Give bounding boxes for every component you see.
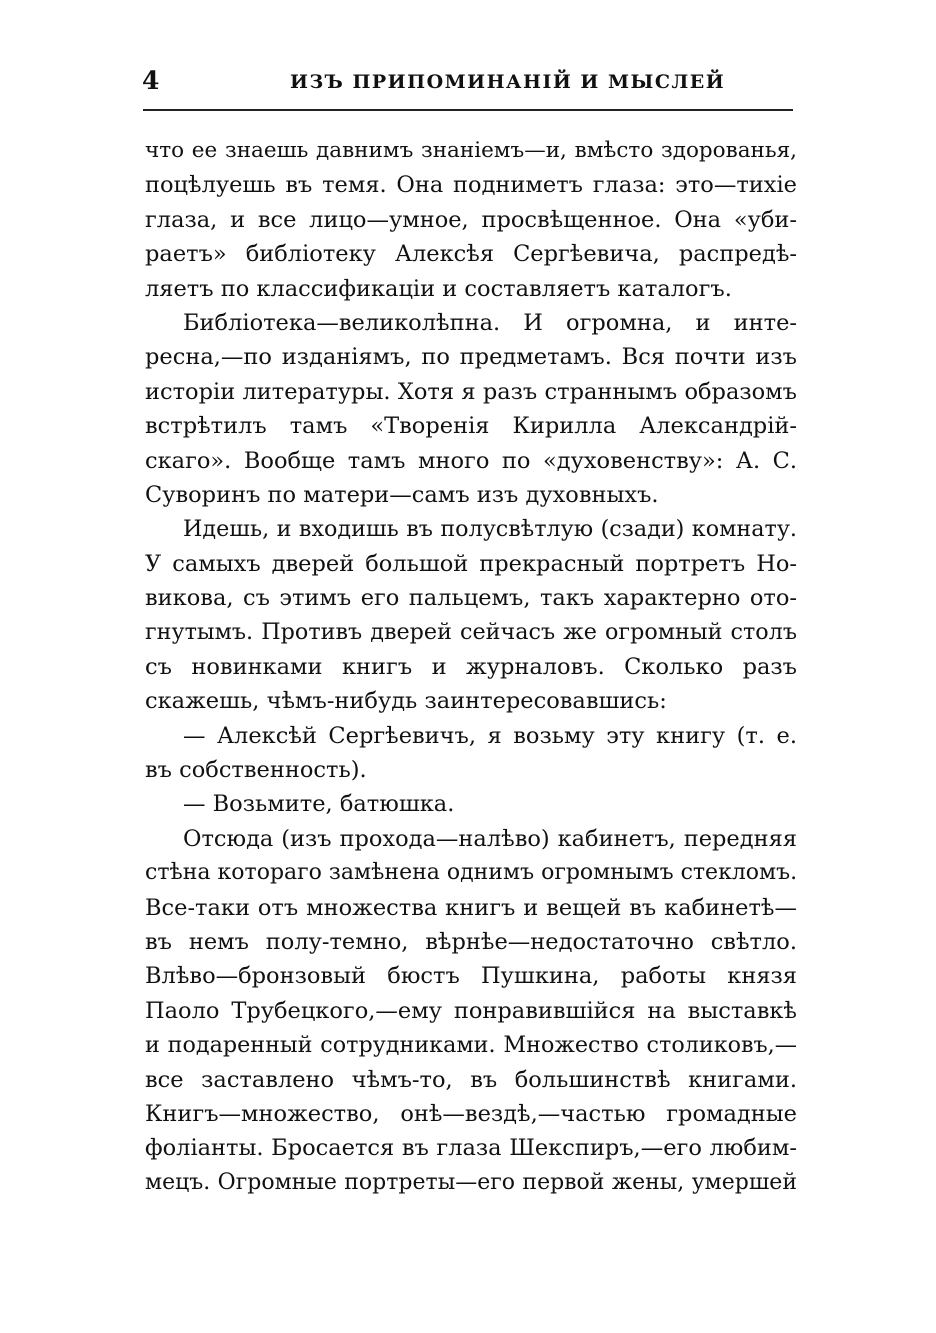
text-line: Отсюда (изъ прохода—налѣво) кабинетъ, передняя <box>183 825 797 852</box>
text-line: что ее знаешь давнимъ знаніемъ—и, вмѣсто здорованья, <box>145 138 797 163</box>
text-line: и подаренный сотрудниками. Множество столиковъ,— <box>145 1032 797 1059</box>
text-line: Идешь, и входишь въ полусвѣтлую (сзади) комнату. <box>183 516 797 543</box>
text-line: все заставлено чѣмъ-то, въ большинствѣ книгами. <box>145 1066 797 1093</box>
text-line: глаза, и все лицо—умное, просвѣщенное. Она «уби- <box>145 206 797 233</box>
text-line: гнутымъ. Противъ дверей сейчасъ же огромный столъ <box>145 619 797 646</box>
text-line: Влѣво—бронзовый бюстъ Пушкина, работы князя <box>145 963 797 990</box>
text-line: Книгъ—множество, онѣ—вездѣ,—частью громадные <box>145 1100 797 1127</box>
text-line: Библіотека—великолѣпна. И огромна, и интe- <box>183 309 797 336</box>
text-line: съ новинками книгъ и журналовъ. Сколько разъ <box>145 653 797 680</box>
text-line: скаго». Вообще тамъ много по «духовенству»: А. С. <box>145 447 797 474</box>
text-line: исторіи литературы. Хотя я разъ страннымъ образомъ <box>145 378 797 405</box>
body-text <box>145 134 797 1200</box>
page-number: 4 <box>142 66 160 95</box>
text-line: — Возьмите, батюшка. <box>183 791 455 818</box>
text-line: Суворинъ по матери—самъ изъ духовныхъ. <box>145 481 659 508</box>
text-line: ресна,—по изданіямъ, по предметамъ. Вся почти изъ <box>145 344 797 371</box>
text-line: раетъ» библіотеку Алексѣя Сергѣевича, распредѣ- <box>145 241 797 268</box>
text-line: стѣна котораго замѣнена однимъ огромнымъ стекломъ. <box>145 860 798 886</box>
text-line: ляетъ по классификаціи и составляетъ каталогъ. <box>145 275 732 302</box>
text-line: Паоло Трубецкого,—ему понравившійся на выставкѣ <box>145 997 797 1024</box>
page-header <box>140 66 795 100</box>
text-line: У самыхъ дверей большой прекрасный портретъ Но- <box>145 550 797 577</box>
text-line: Все-таки отъ множества книгъ и вещей въ кабинетѣ— <box>145 894 797 921</box>
text-line: — Алексѣй Сергѣевичъ, я возьму эту книгу (т. е. <box>183 722 797 749</box>
text-line: поцѣлуешь въ темя. Она подниметъ глаза: это—тихіе <box>145 172 797 199</box>
text-line: фоліанты. Бросается въ глаза Шекспиръ,—его любим- <box>145 1135 797 1162</box>
running-title: ИЗЪ ПРИПОМИНАНІЙ И МЫСЛЕЙ <box>290 71 726 93</box>
text-line: викова, съ этимъ его пальцемъ, такъ характерно ото- <box>145 585 797 612</box>
text-line: скажешь, чѣмъ-нибудь заинтересовавшись: <box>145 688 667 715</box>
text-line: встрѣтилъ тамъ «Творенія Кирилла Александрій- <box>145 413 797 440</box>
header-rule <box>143 109 793 111</box>
text-line: въ немъ полу-темно, вѣрнѣе—недостаточно свѣтло. <box>145 928 797 955</box>
text-line: въ собственность). <box>145 757 367 784</box>
text-line: мецъ. Огромные портреты—его первой жены, умершей <box>145 1169 797 1195</box>
